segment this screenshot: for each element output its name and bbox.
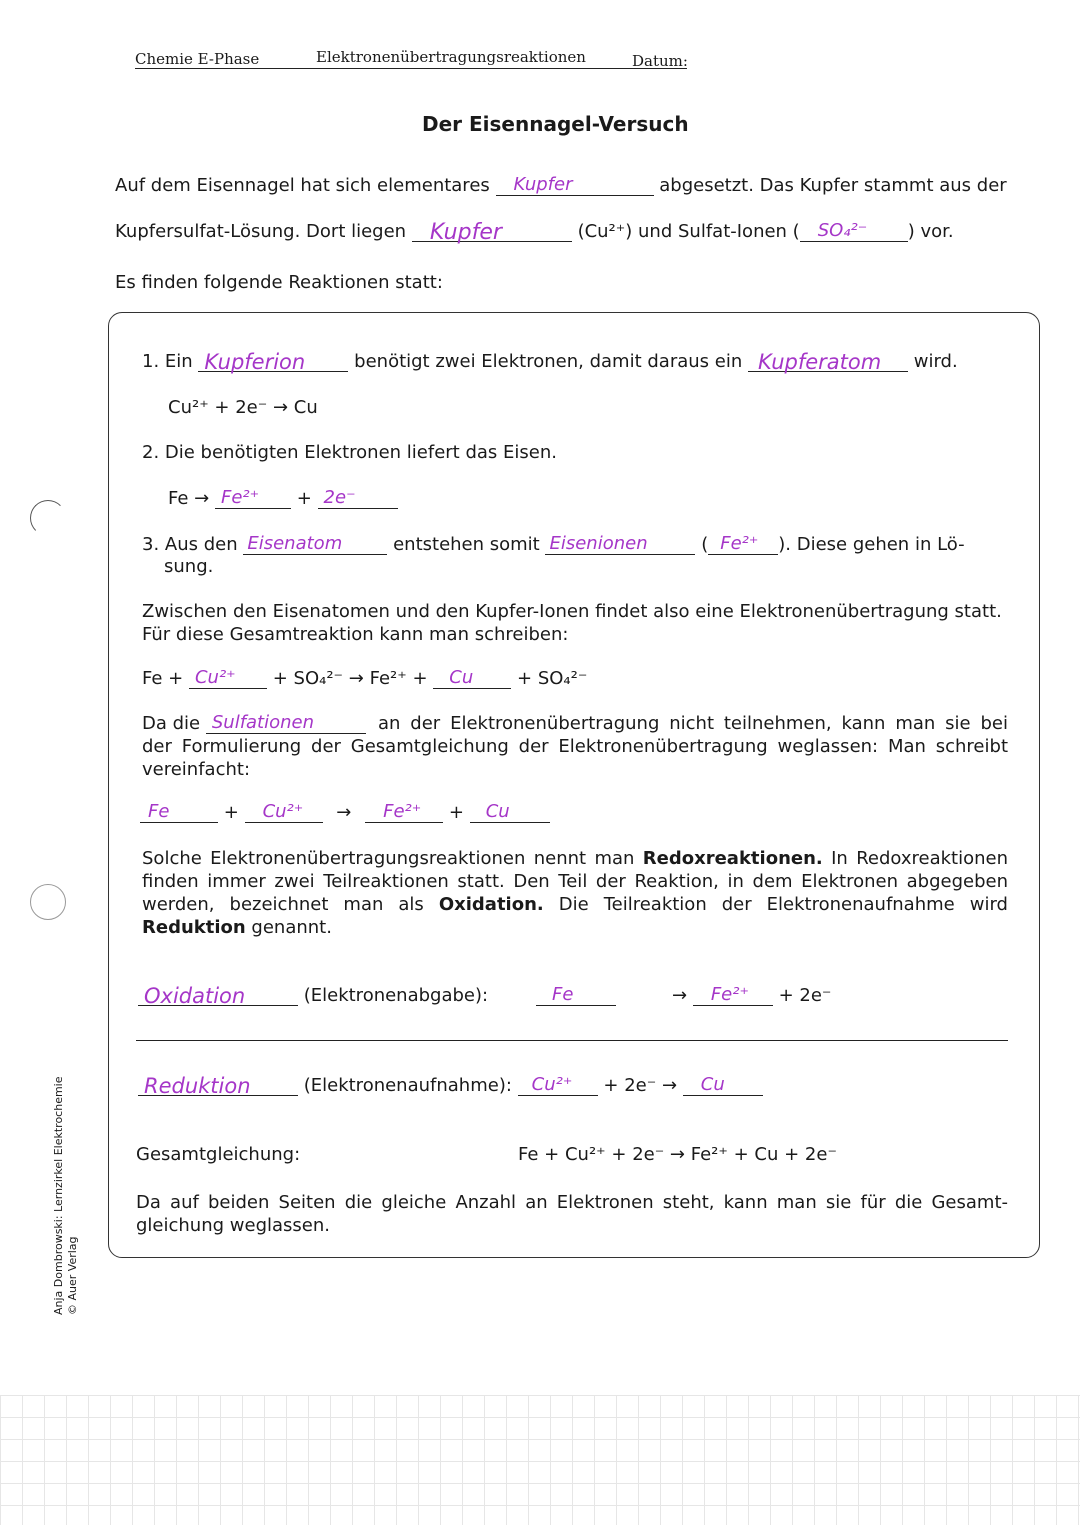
redox-text: In Redoxreaktionen finden immer zwei Teilreaktionen statt. Den Teil der Reaktion, in dem Elektronen abgegeben werden, bezeichnet man als [142, 848, 1009, 915]
eq-text: Fe + [142, 668, 184, 689]
intro-text: ) vor. [907, 221, 954, 242]
intro-text: Auf dem Eisennagel hat sich elementares [115, 175, 490, 196]
reduction-row [138, 1074, 763, 1096]
step-text: ( [701, 534, 709, 555]
eq-text: → [672, 985, 688, 1006]
overall-equation: Fe + Cu²⁺ + 2e⁻ → Fe²⁺ + Cu + 2e⁻ [518, 1144, 837, 1165]
blank-cu [433, 667, 511, 689]
blank-electrons [318, 487, 398, 509]
step-3 [142, 533, 965, 555]
blank-red-cu [683, 1074, 763, 1096]
eq-text: + SO₄²⁻ [517, 668, 588, 689]
answer-text: Fe²⁺ [220, 487, 260, 508]
oxidation-eq-left [536, 984, 616, 1006]
credit [52, 1076, 80, 1315]
answer-text: Fe²⁺ [720, 533, 759, 554]
redox-text: genannt. [245, 917, 332, 938]
blank-oxidation [138, 984, 298, 1006]
blank-kupferion [198, 350, 348, 372]
overall-label: Gesamtgleichung: [136, 1144, 301, 1165]
reduction-label: (Elektronenaufnahme): [303, 1075, 512, 1096]
step-2-equation [168, 487, 398, 509]
step-3-cont: sung. [164, 556, 214, 577]
answer-text: Fe [552, 984, 574, 1005]
answer-text: Eisenatom [247, 533, 343, 554]
blank-sulfate [800, 220, 908, 242]
step-1 [142, 350, 958, 372]
date-label: Datum: [632, 52, 688, 70]
step-text: wird. [913, 351, 958, 372]
answer-text: Kupfer [513, 174, 573, 195]
eq-text: + SO₄²⁻ → Fe²⁺ + [272, 668, 428, 689]
blank-fe2 [708, 533, 778, 555]
answer-text: SO₄²⁻ [817, 220, 868, 241]
answer-text: Cu²⁺ [194, 667, 236, 688]
blank-reduktion [138, 1074, 298, 1096]
answer-text: Fe²⁺ [383, 801, 422, 822]
blank-eq-cu2 [245, 801, 323, 823]
blank-kupfer-2 [412, 220, 572, 245]
intro-text: (Cu²⁺) und Sulfat-Ionen ( [577, 221, 800, 242]
blank-eisenionen [545, 533, 695, 555]
answer-text: Kupfer [429, 220, 502, 245]
answer-text: Fe²⁺ [710, 984, 749, 1005]
header-rule [135, 68, 687, 69]
intro-line-3: Es finden folgende Reaktionen statt: [115, 272, 443, 293]
intro-text: Kupfersulfat-Lösung. Dort liegen [115, 221, 407, 242]
blank-kupfer-1 [496, 174, 654, 196]
topic-label: Elektronenübertragungsreaktionen [316, 48, 586, 66]
transfer-equation [142, 667, 587, 689]
step-text: 3. Aus den [142, 534, 238, 555]
blank-ox-fe [536, 984, 616, 1006]
blank-red-cu2 [518, 1074, 598, 1096]
oxidation-row [138, 984, 488, 1006]
credit-publisher: © Auer Verlag [66, 1236, 79, 1315]
simplify-paragraph: an der Elektronenübertragung nicht teilnehmen, kann man sie bei der Formulierung der Gesamtgleichung der Elektronenübertragung weglassen: Man schreibt vereinfacht: [142, 713, 1008, 780]
simplify-text: Da die [142, 713, 201, 734]
oxidation-eq-right [672, 984, 831, 1006]
intro-line-1 [115, 174, 1007, 196]
blank-ox-fe2 [693, 984, 773, 1006]
blank-fe-ion [215, 487, 291, 509]
answer-text: Kupferion [204, 350, 306, 374]
step-text: benötigt zwei Elektronen, damit daraus ein [354, 351, 743, 372]
answer-text: 2e⁻ [323, 487, 356, 508]
blank-kupferatom [748, 350, 908, 372]
step-1-equation: Cu²⁺ + 2e⁻ → Cu [168, 397, 318, 418]
redox-text: Die Teilreaktion der Elektronenaufnahme wird [543, 894, 1008, 915]
answer-text: Kupferatom [757, 350, 882, 374]
step-text: entstehen somit [393, 534, 540, 555]
redox-term: Redoxreaktionen. [642, 848, 823, 869]
answer-text: Reduktion [144, 1074, 251, 1098]
blank-eq-fe [140, 801, 218, 823]
answer-text: Sulfationen [211, 712, 315, 733]
eq-text: + [223, 802, 239, 823]
page-title: Der Eisennagel-Versuch [422, 112, 689, 136]
eq-text: + 2e⁻ → [603, 1075, 678, 1096]
redox-text: Solche Elektronenübertragungsreaktionen nennt man [142, 848, 643, 869]
step-text: ). Diese gehen in Lö- [778, 534, 965, 555]
answer-text: Cu [449, 667, 474, 688]
answer-text: Cu²⁺ [531, 1074, 573, 1095]
answer-text: Cu²⁺ [262, 801, 304, 822]
step-text: 1. Ein [142, 351, 193, 372]
margin-mark-circle [30, 884, 66, 920]
reduction-term: Reduktion [142, 917, 246, 938]
answer-text: Cu [700, 1074, 725, 1095]
answer-text: Eisenionen [549, 533, 648, 554]
credit-author: Anja Dombrowski: Lernzirkel Elektrochemie [52, 1076, 65, 1315]
course-label: Chemie E-Phase [135, 50, 260, 68]
eq-text: + [448, 802, 464, 823]
eq-text: + [296, 488, 312, 509]
blank-cu-ion [189, 667, 267, 689]
intro-text: abgesetzt. Das Kupfer stammt aus der [659, 175, 1007, 196]
conclusion-paragraph: Da auf beiden Seiten die gleiche Anzahl an Elektronen steht, kann man sie für die Gesamt- gleichung weglassen. [136, 1192, 1008, 1236]
answer-text: Fe [148, 801, 170, 822]
answer-text: Oxidation [144, 984, 246, 1008]
margin-mark-arc [30, 500, 66, 536]
eq-text: Fe → [168, 488, 210, 509]
separator-line [136, 1040, 1008, 1041]
answer-text: Cu [485, 801, 510, 822]
blank-eq-cu [470, 801, 550, 823]
oxidation-label: (Elektronenabgabe): [303, 985, 489, 1006]
intro-line-2 [115, 220, 954, 245]
eq-text: + 2e⁻ [778, 985, 832, 1006]
simplified-equation [140, 801, 550, 823]
redox-paragraph [142, 847, 1008, 939]
step-2: 2. Die benötigten Elektronen liefert das Eisen. [142, 442, 557, 463]
graph-paper-strip [0, 1395, 1080, 1525]
blank-eq-fe2 [365, 801, 443, 823]
transfer-paragraph: Zwischen den Eisenatomen und den Kupfer-Ionen findet also eine Elektronenübertragung statt. Für diese Gesamtreaktion kann man schreiben: [142, 601, 1002, 645]
oxidation-term: Oxidation. [438, 894, 544, 915]
blank-eisenatom [243, 533, 387, 555]
eq-text: → [336, 802, 352, 823]
